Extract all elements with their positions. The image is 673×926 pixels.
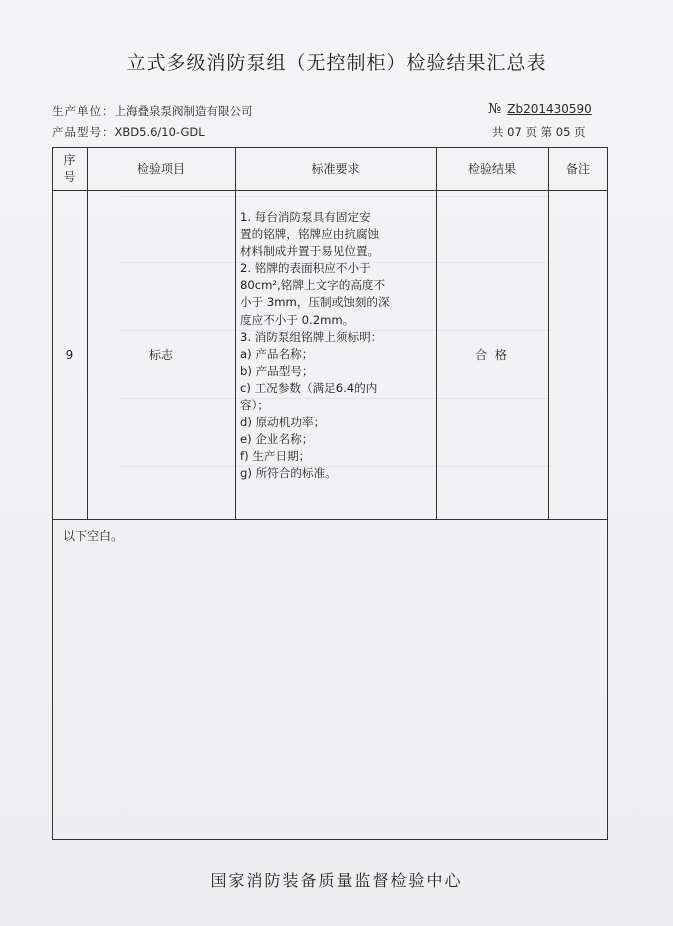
requirement-line: g) 所符合的标准。 [240,466,337,481]
requirement-line: e) 企业名称； [240,432,314,447]
standard-requirements [240,209,436,483]
model-label: 产品型号： [52,125,115,139]
requirement-line: 材料制成并置于易见位置。 [240,244,380,259]
requirement-line: d) 原动机功率； [240,415,326,430]
requirement-line: f) 生产日期； [240,449,311,464]
column-divider [235,147,236,519]
row-item: 标志 [148,348,173,362]
model-value: XBD5.6/10-GDL [114,125,205,139]
row-result: 合 格 [475,348,509,362]
row-remark [548,190,608,519]
page-title: 立式多级消防泵组（无控制柜）检验结果汇总表 [126,52,547,74]
page-info: 共 07 页 第 05 页 [492,125,586,139]
requirement-line: c) 工况参数（满足6.4的内 [240,380,378,395]
row-divider [52,519,608,520]
model-line [52,124,205,140]
blank-below-note: 以下空白。 [63,529,124,543]
requirement-line: 置的铭牌，铭牌应由抗腐蚀 [240,227,380,242]
requirement-line: a) 产品名称； [240,346,314,361]
row-seq: 9 [65,347,74,362]
issuing-organization: 国家消防装备质量监督检验中心 [210,871,463,890]
requirement-line: 度应不小于 0.2mm。 [240,312,355,327]
manufacturer-value: 上海叠泉泵阀制造有限公司 [114,104,253,118]
report-number [488,101,592,117]
header-seq: 序 号 [63,152,76,184]
manufacturer-line [52,103,253,119]
manufacturer-label: 生产单位： [52,104,115,118]
requirement-line: b) 产品型号； [240,363,314,378]
requirement-line: 1. 每台消防泵具有固定安 [240,210,371,224]
requirement-line: 2. 铭牌的表面积应不小于 [240,261,371,276]
number-sign: № [488,101,502,117]
requirement-line: 小于 3mm，压制或蚀刻的深 [240,295,390,310]
header-standard: 标准要求 [311,162,360,176]
requirement-line: 80cm²,铭牌上文字的高度不 [240,278,386,293]
requirement-line: 3. 消防泵组铭牌上须标明： [240,329,383,344]
requirement-line: 容）； [240,398,269,413]
report-number-value: Zb201430590 [507,102,592,116]
header-remark: 备注 [565,162,590,176]
header-result: 检验结果 [467,162,516,176]
header-item: 检验项目 [136,162,185,176]
